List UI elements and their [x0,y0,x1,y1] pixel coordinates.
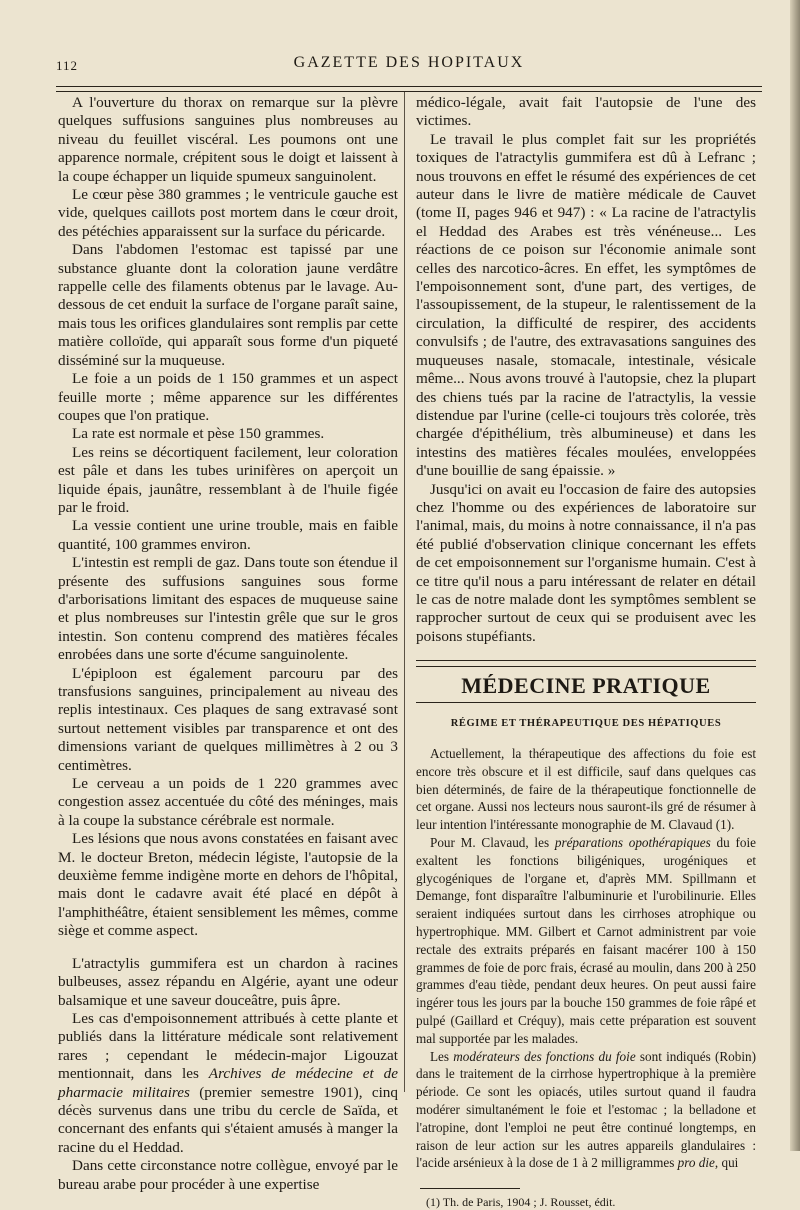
paragraph: Les reins se décortiquent facilement, leur coloration est pâle et dans les tubes urinifères on aperçoit un liquide épais, jaunâtre, ressemblant à de l'huile figée par le froid. [58,443,398,516]
section-double-rule [416,660,756,667]
left-column [58,94,398,1194]
paragraph-circonstance: Dans cette circonstance notre collègue, envoyé par le bureau arabe pour procéder à une expertise [58,1157,398,1193]
paragraph: Le foie a un poids de 1 150 grammes et un aspect feuille morte ; même apparence sur les différentes coupes que l'on pratique. [58,370,398,424]
paragraph-travail: Le travail le plus complet fait sur les propriétés toxiques de l'atractylis gummifera est dû à Lefranc ; nous trouvons en effet le résumé des expériences de cet auteur dans le livre de matière médicale de Cauvet (tome II, pages 946 et 947) : « La racine de l'atractylis el Heddad des Arabes est très vénéneuse... Les réactions de ce poison sur l'économie animale sont celles des narcotico-âcres. En effet, les symptômes de l'empoisonnement sont, d'une part, des vertiges, de l'assoupissement, de la stupeur, le ralentissement de la circulation, la difficulté de respirer, des accidents convulsifs ; de l'autre, des extravasations sanguines des muqueuses nasale, stomacale, intestinale, vésicale même... Nous avons trouvé à l'autopsie, chez la plupart des chiens tués par la racine de l'atractylis, la vessie distendue par l'urine (celle-ci toujours très colorée, très chargée d'épithélium, très albumineuse) et dans les intestins des matières fécales moulées, enveloppées d'une bouillie de sang épaissie. » [416,130,756,480]
paragraph-jusquici: Jusqu'ici on avait eu l'occasion de faire des autopsies chez l'homme ou des expériences de laboratoire sur l'animal, mais, du moins à notre connaissance, il n'a pas été publié d'observation clinique concernant les effets de cet empoisonnement sur l'organisme humain. C'est à ce titre qu'il nous a paru intéressant de relater en détail le cas de notre malade dont les symptômes semblent se rapprocher surtout de ceux qui se produisent avec les poisons stupéfiants. [416,480,756,645]
text-run: (premier semestre 1901), cinq décès survenus dans une tribu du cercle de Saïda, et concernant des enfants qui s'étaient amusés à manger la racine du el Heddad. [58,1083,398,1156]
paragraph: Les lésions que nous avons constatées en faisant avec M. le docteur Breton, médecin légiste, l'autopsie de la deuxième femme indigène morte en dehors de l'hôpital, mais dont le cadavre avait été placé en dépôt à l'amphithéâtre, étaient sensiblement les mêmes, comme siège et comme aspect. [58,830,398,940]
right-column [416,94,756,1210]
text-run: du foie exaltent les fonctions biligéniques, urogéniques et glycogéniques de l'organe et, d'après MM. Spillmann et Demange, font disparaître l'albuminurie et l'urobilinurie. Elles seraient indiquées surtout dans les cirrhoses atrophique ou hypertrophique. MM. Gilbert et Carnot administrent par voie rectale des extraits préparés en faisant macérer 100 à 150 grammes de foie de porc frais, écrasé au moulin, dans 200 à 250 grammes d'eau tiède, pendant deux heures. On peut aussi faire ingérer tous les jours par la bouche 150 grammes de foie râpé et pulpé (Gaillard et Créquy), mais cette préparation est souvent mal supportée par les malades. [416,834,756,1046]
paragraph: L'épiploon est également parcouru par des transfusions sanguines, principalement au niveau des replis intestinaux. Ces plaques de sang extravasé sont surtout nettement visibles par transparence et ont des dimensions variant de quelques millimètres à 2 ou 3 centimètres. [58,664,398,774]
journal-title: Archives de médecine et de pharmacie militaires [58,1065,398,1101]
paragraph-moderateurs [416,1048,756,1173]
footnote-rule [420,1188,520,1189]
paragraph-actuellement: Actuellement, la thérapeutique des affections du foie est encore très obscure et il est difficile, sauf dans quelques cas bien déterminés, de faire de la thérapeutique fonctionnelle de cet organe. Aussi nos lecteurs nous sauront-ils gré de résumer à leur intention l'intéressante monographie de M. Clavaud (1). [416,746,756,833]
paragraph: Le cerveau a un poids de 1 220 grammes avec congestion assez accentuée du côté des méninges, mais à la coupe la substance cérébrale est normale. [58,775,398,829]
italic-term: pro die [677,1155,715,1171]
text-run: sont indiqués (Robin) dans le traitement de la cirrhose hypertrophique à la première période. Ce sont les opiacés, utiles surtout quand il faudra modérer simultanément le foie et l'estomac ; la belladone et l'atropine, dont l'emploi ne peut être continué longtemps, en raison de leur action sur les autres appareils glandulaires : l'acide arsénieux à la dose de 1 à 2 milligrammes [416,1048,757,1171]
paragraph-continued: médico-légale, avait fait l'autopsie de l'une des victimes. [416,94,756,130]
italic-term: modérateurs des fonctions du foie [453,1048,636,1064]
header-double-rule [56,86,762,92]
text-run: , qui [714,1155,739,1171]
column-divider [404,92,405,1092]
page-header [56,54,762,76]
text-run: Les cas d'empoisonnement attribués à cette plante et publiés dans la littérature médicale sont relativement rares ; cependant le médecin-major Ligouzat mentionnait, dans les [58,1009,398,1083]
footnote: (1) Th. de Paris, 1904 ; J. Rousset, édit. [426,1195,616,1210]
page-edge-shadow [790,0,800,1151]
paragraph-clavaud [416,834,756,1048]
section-title-rule [416,702,756,703]
paragraph: La vessie contient une urine trouble, mais en faible quantité, 100 grammes environ. [58,517,398,553]
paragraph: A l'ouverture du thorax on remarque sur la plèvre quelques suffusions sanguines plus nombreuses au niveau du feuillet viscéral. Les poumons ont une apparence normale, crépitent sous le doigt et laissent à la coupe échapper un liquide spumeux sanguinolent. [58,94,398,185]
paragraph: L'intestin est rempli de gaz. Dans toute son étendue il présente des suffusions sanguines sous forme d'arborisations limitant des espaces de muqueuse saine et plus nombreuses sur l'intestin grêle que sur le gros intestin. Son contenu comprend des matières fécales enrobées dans une sorte d'écume sanguinolente. [58,554,398,664]
running-title: GAZETTE DES HOPITAUX [293,54,525,71]
paragraph: Le cœur pèse 380 grammes ; le ventricule gauche est vide, quelques caillots post mortem dans le cœur droit, des pétéchies apparaissent sur la surface du péricarde. [58,186,398,240]
subsection-title: RÉGIME ET THÉRAPEUTIQUE DES HÉPATIQUES [450,717,722,729]
section-title: MÉDECINE PRATIQUE [461,673,711,699]
text-run: Les [430,1048,454,1064]
page-number: 112 [56,58,79,73]
paragraph-cas [58,1010,398,1157]
italic-term: préparations opothérapiques [554,834,711,850]
paragraph: La rate est normale et pèse 150 grammes. [72,425,325,443]
paragraph: Dans l'abdomen l'estomac est tapissé par une substance gluante dont la coloration jaune verdâtre rappelle celle des filaments obtenus par le lavage. Au-dessous de cet enduit la surface de l'organe paraît saine, mais tous les orifices glandulaires sont remplis par cette matière colloïde, qui apparaît sous forme d'un piqueté disséminé sur la muqueuse. [58,241,398,369]
text-run: Pour M. Clavaud, les [430,834,555,850]
article-body [416,745,756,1172]
paragraph-atractylis: L'atractylis gummifera est un chardon à racines bulbeuses, assez répandu en Algérie, ayant une odeur balsamique et une saveur douceâtre, puis âpre. [58,954,398,1009]
